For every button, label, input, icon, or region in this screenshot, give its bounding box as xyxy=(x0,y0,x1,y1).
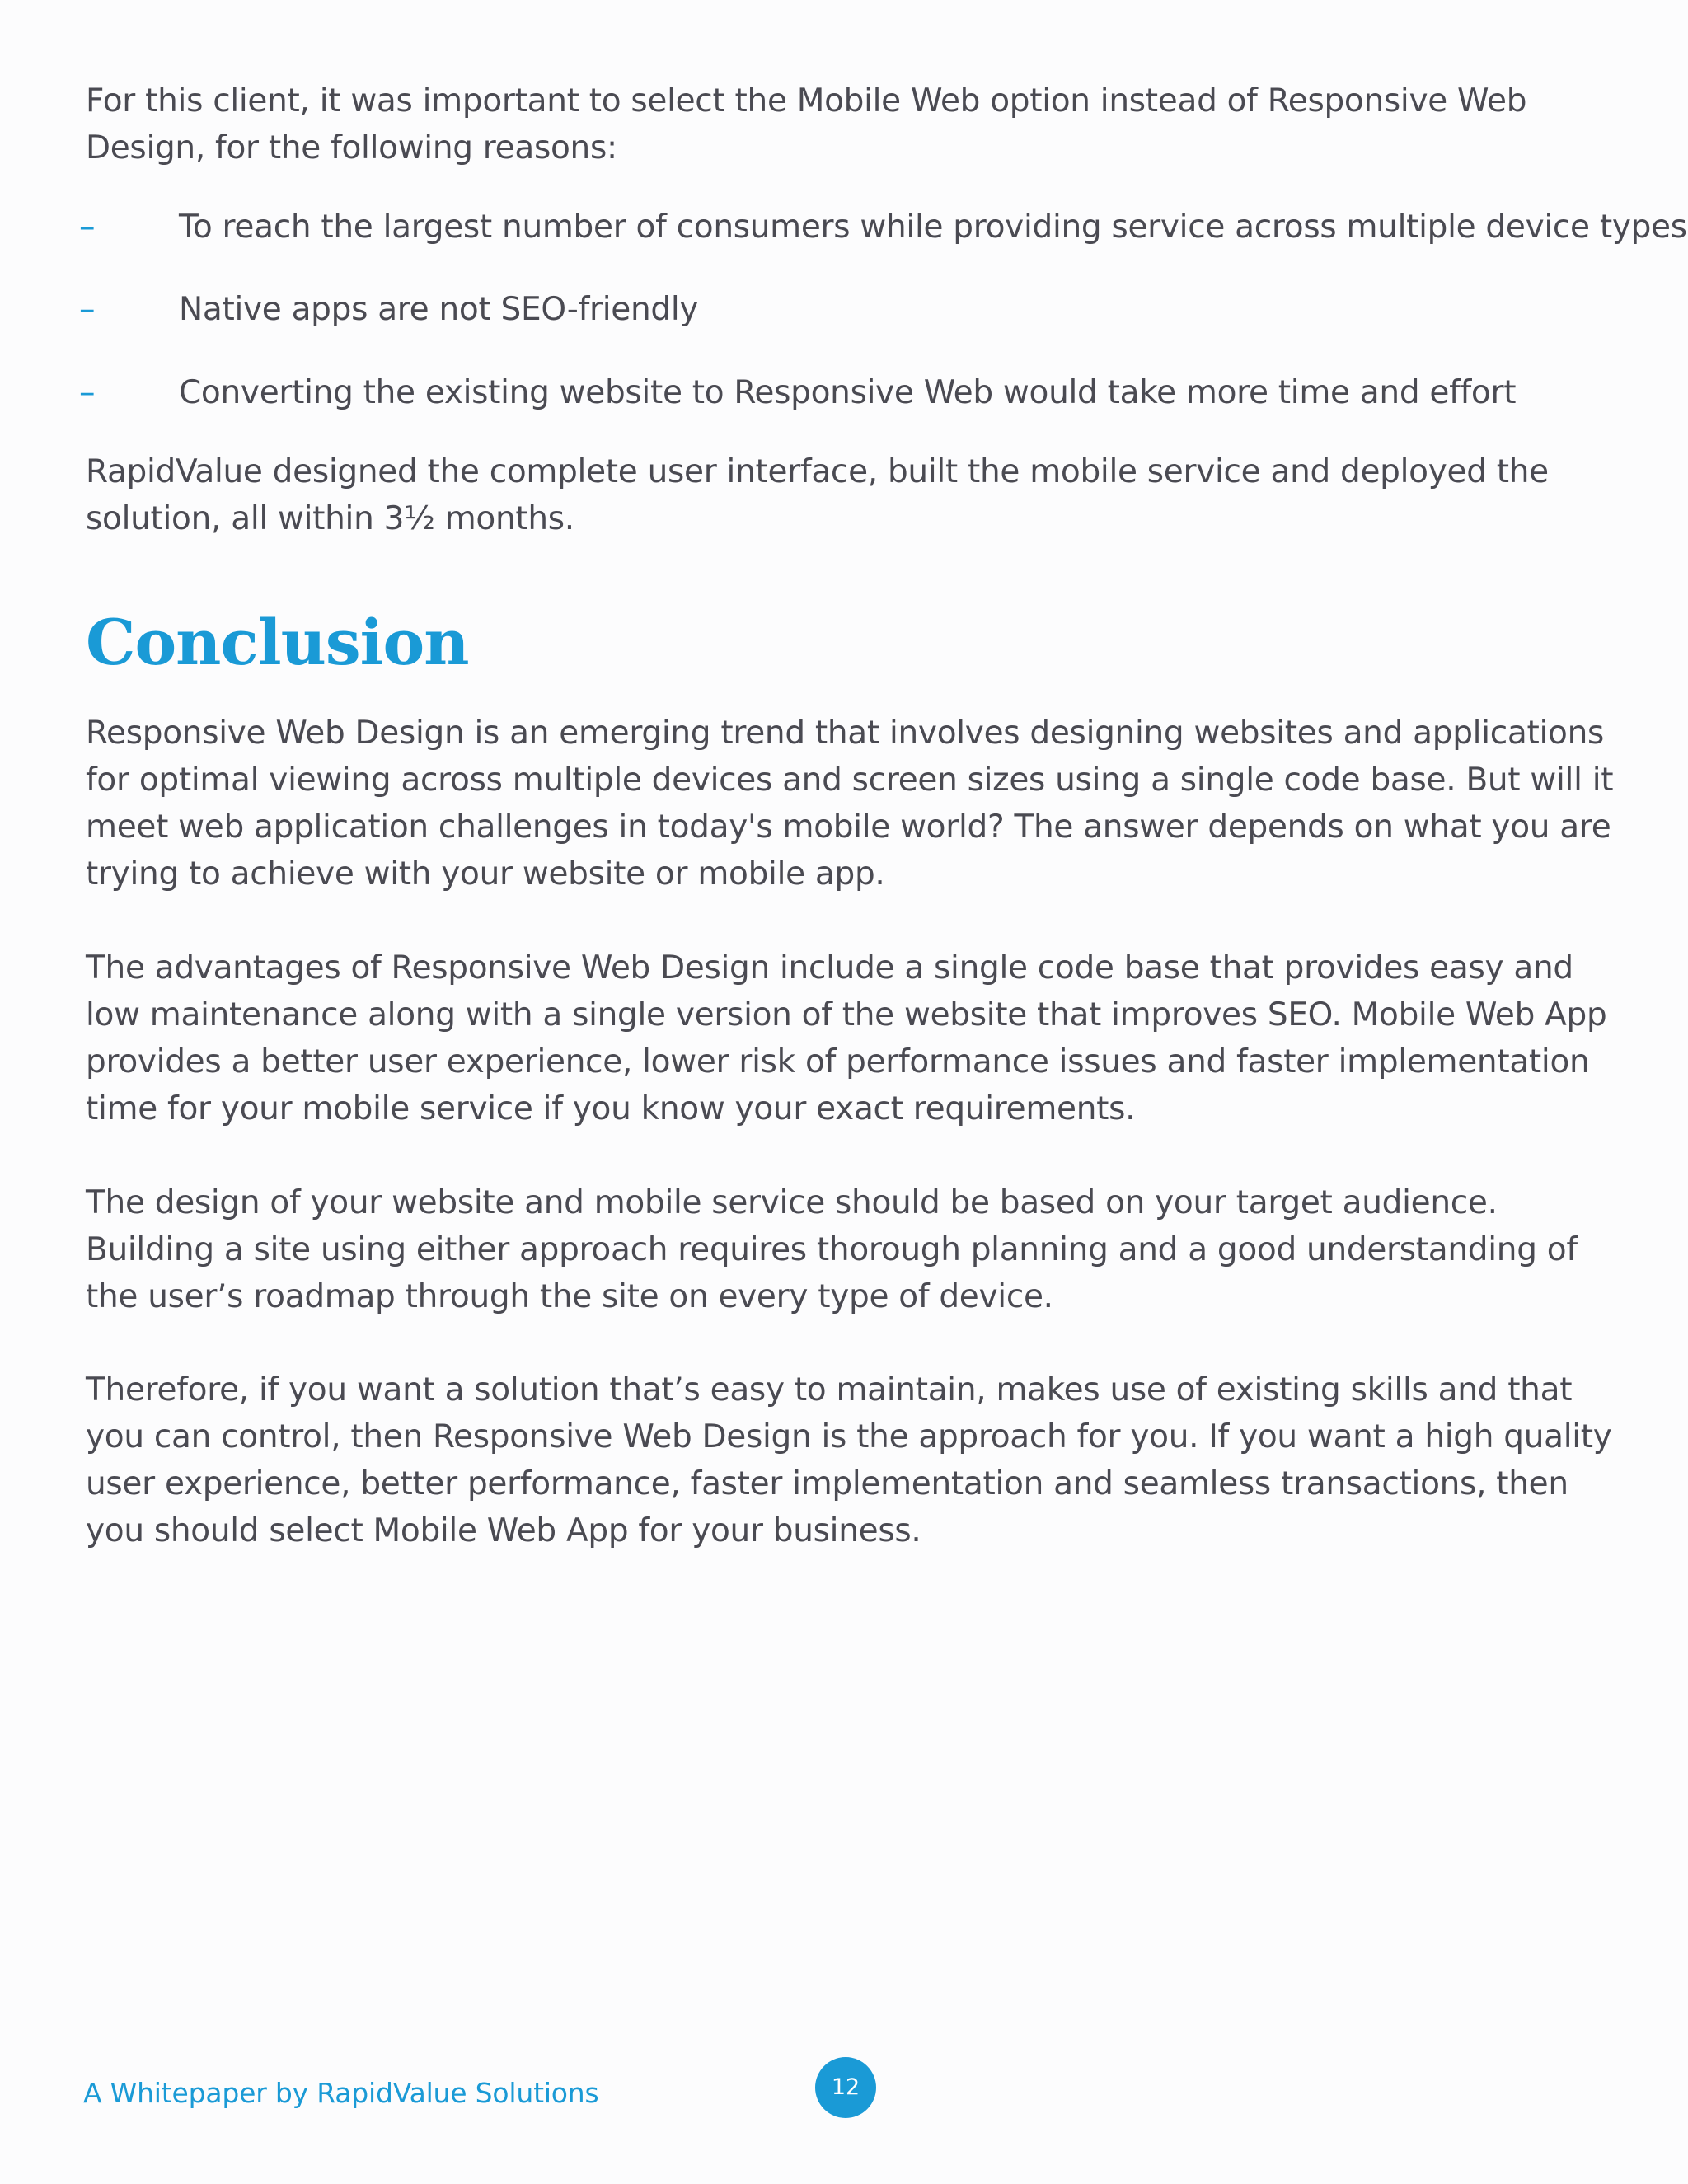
bullet-text: Converting the existing website to Responsive Web would take more time and effort xyxy=(179,374,1517,411)
bullet-dash-icon: – xyxy=(79,374,96,411)
list-item xyxy=(79,369,1645,416)
list-item xyxy=(79,204,1687,251)
conclusion-paragraph-1: Responsive Web Design is an emerging trend that involves designing websites and applications for optimal viewing across multiple devices and screen sizes using a single code base. But will it meet web application challenges in today's mobile world? The answer depends on what you are trying to achieve with your website or mobile app. xyxy=(86,715,1614,893)
bullet-dash-icon: – xyxy=(79,209,96,246)
bullet-text: Native apps are not SEO-friendly xyxy=(179,291,699,328)
bullet-dash-icon: – xyxy=(79,291,96,328)
page-number-badge: 12 xyxy=(815,2057,876,2118)
intro-paragraph: For this client, it was important to select the Mobile Web option instead of Responsive Web Design, for the following reasons: xyxy=(86,82,1527,166)
list-item xyxy=(79,286,1645,333)
conclusion-paragraph-3: The design of your website and mobile service should be based on your target audience. Building a site using either approach requires thorough planning and a good understanding of the user’s roadmap through the site on every type of device. xyxy=(86,1184,1578,1315)
section-heading: Conclusion xyxy=(86,606,469,679)
footer-credit: A Whitepaper by RapidValue Solutions xyxy=(83,2077,599,2109)
conclusion-paragraph-2: The advantages of Responsive Web Design include a single code base that provides easy and low maintenance along with a single version of the website that improves SEO. Mobile Web App provides a better user experience, lower risk of performance issues and faster implementation time for your mobile service if you know your exact requirements. xyxy=(86,949,1607,1127)
bullet-text: To reach the largest number of consumers while providing service across multiple device types xyxy=(179,209,1687,246)
summary-paragraph: RapidValue designed the complete user interface, built the mobile service and deployed the solution, all within 3½ months. xyxy=(86,453,1549,537)
conclusion-paragraph-4: Therefore, if you want a solution that’s easy to maintain, makes use of existing skills and that you can control, then Responsive Web Design is the approach for you. If you want a high quality user experience, better performance, faster implementation and seamless transactions, then you should select Mobile Web App for your business. xyxy=(86,1371,1612,1549)
